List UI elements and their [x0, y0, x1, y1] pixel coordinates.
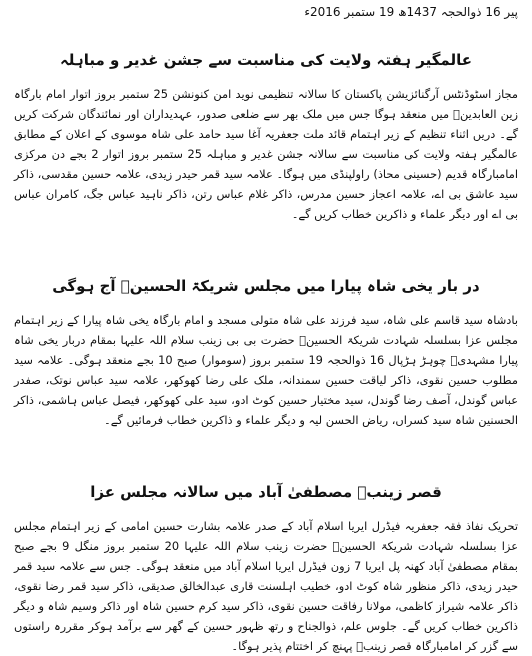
- article-body: تحریک نفاذ فقہ جعفریہ فیڈرل ایریا اسلام آباد کے صدر علامہ بشارت حسین امامی کے زیر اہتمام مجلس عزا بسلسلہ شہادت شریکۃ الحسینؑ حضرت زینب سلام اللہ علیہا 20 ستمبر بروز منگل 9 بجے صبح بمقام مصطفیٰ آباد کھنہ پل ایریا 7 زون فیڈرل ایریا اسلام آباد میں منعقد ہوگی۔ جس سے علامہ سید قمر حیدر زیدی، ذاکر منظور شاہ کوٹ ادو، خطیب اہلسنت قاری عبدالخالق صدیقی، ذاکر سید قمر رضا نقوی، ذاکر علامہ شیراز کاظمی، مولانا رفاقت حسین نقوی، ذاکر سید کرم حسین شاہ اور ذاکر وسیم شاہ و دیگر ذاکرین خطاب کریں گے۔ جلوس علم، ذوالجناح و رتھ ظہور حسین کے گھر سے برآمد ہوکر مقررہ راستوں سے گزر کر امامبارگاہ قصر زینبؑ پہنچ کر اختتام پذیر ہوگا۔: [14, 519, 518, 653]
- article-body: مجاز اسٹوڈنٹس آرگنائزیشن پاکستان کا سالانہ تنظیمی نوید امن کنونشن 25 ستمبر بروز اتوار امام بارگاہ زین العابدینؑ میں منعقد ہوگا جس میں ملک بھر سے ضلعی صدور، عہدیداران اور نمائندگان شرکت کریں گے۔ دریں اثناء تنظیم کے زیر اہتمام قائد ملت جعفریہ آغا سید حامد علی شاہ موسوی کے اعلان کے مطابق عالمگیر ہفتہ ولایت کی مناسبت سے سالانہ جشن غدیر و مباہلہ 25 ستمبر بروز اتوار 2 بجے دن مرکزی امامبارگاہ قدیم (حسینی محاذ) راولپنڈی میں ہوگا۔ علامہ سید قمر حیدر زیدی، علامہ حسین مقدسی، ذاکر سید عاشق بی اے، علامہ اعجاز حسین مدرس، ذاکر غلام عباس رتن، ذاکر ناہید عباس جگ، کامران عباس بی اے اور دیگر علماء و ذاکرین خطاب کریں گے۔: [14, 87, 518, 221]
- dateline: پیر 16 ذوالحجہ 1437ھ 19 ستمبر 2016ء: [304, 5, 518, 19]
- article-shah-piyara: [14, 276, 518, 430]
- article-headline: عالمگیر ہفتہ ولایت کی مناسبت سے جشن غدیر و مباہلہ: [60, 51, 472, 69]
- article-headline: قصر زینبؑ مصطفیٰ آباد میں سالانہ مجلس عزا: [90, 483, 442, 501]
- article-body: بادشاہ سید قاسم علی شاہ، سید فرزند علی شاہ متولی مسجد و امام بارگاہ یخی شاہ پیارا کے زیر اہتمام مجلس عزا بسلسلہ شہادت شریکۃ الحسینؑ حضرت بی بی زینب سلام اللہ علیہا بمقام دربار یخی شاہ پیارا مشہدیؒ چوہڑ ہڑپال 16 ذوالحجہ 19 ستمبر بروز (سوموار) صبح 10 بجے منعقد ہوگی۔ علامہ سید مطلوب حسین نقوی، ذاکر لیاقت حسین سمندانہ، ملک علی رضا کھوکھر، علامہ سید عباس نوتک، صفدر عباس گوندل، آصف رضا گوندل، سید مختیار حسین کوٹ ادو، سید علی کھوکھر، فیصل عباس ہاشمی، ذاکر الحسنین شاہ سید کسراں، ریاض الحسن لیہ و دیگر علماء و ذاکرین خطاب فرمائیں گے۔: [14, 313, 518, 427]
- article-ghadir: [14, 50, 518, 224]
- article-headline: در بار یخی شاہ پیارا میں مجلس شریکۃ الحسینؑ آج ہوگی: [52, 277, 480, 295]
- article-qasr-zainab: [14, 482, 518, 656]
